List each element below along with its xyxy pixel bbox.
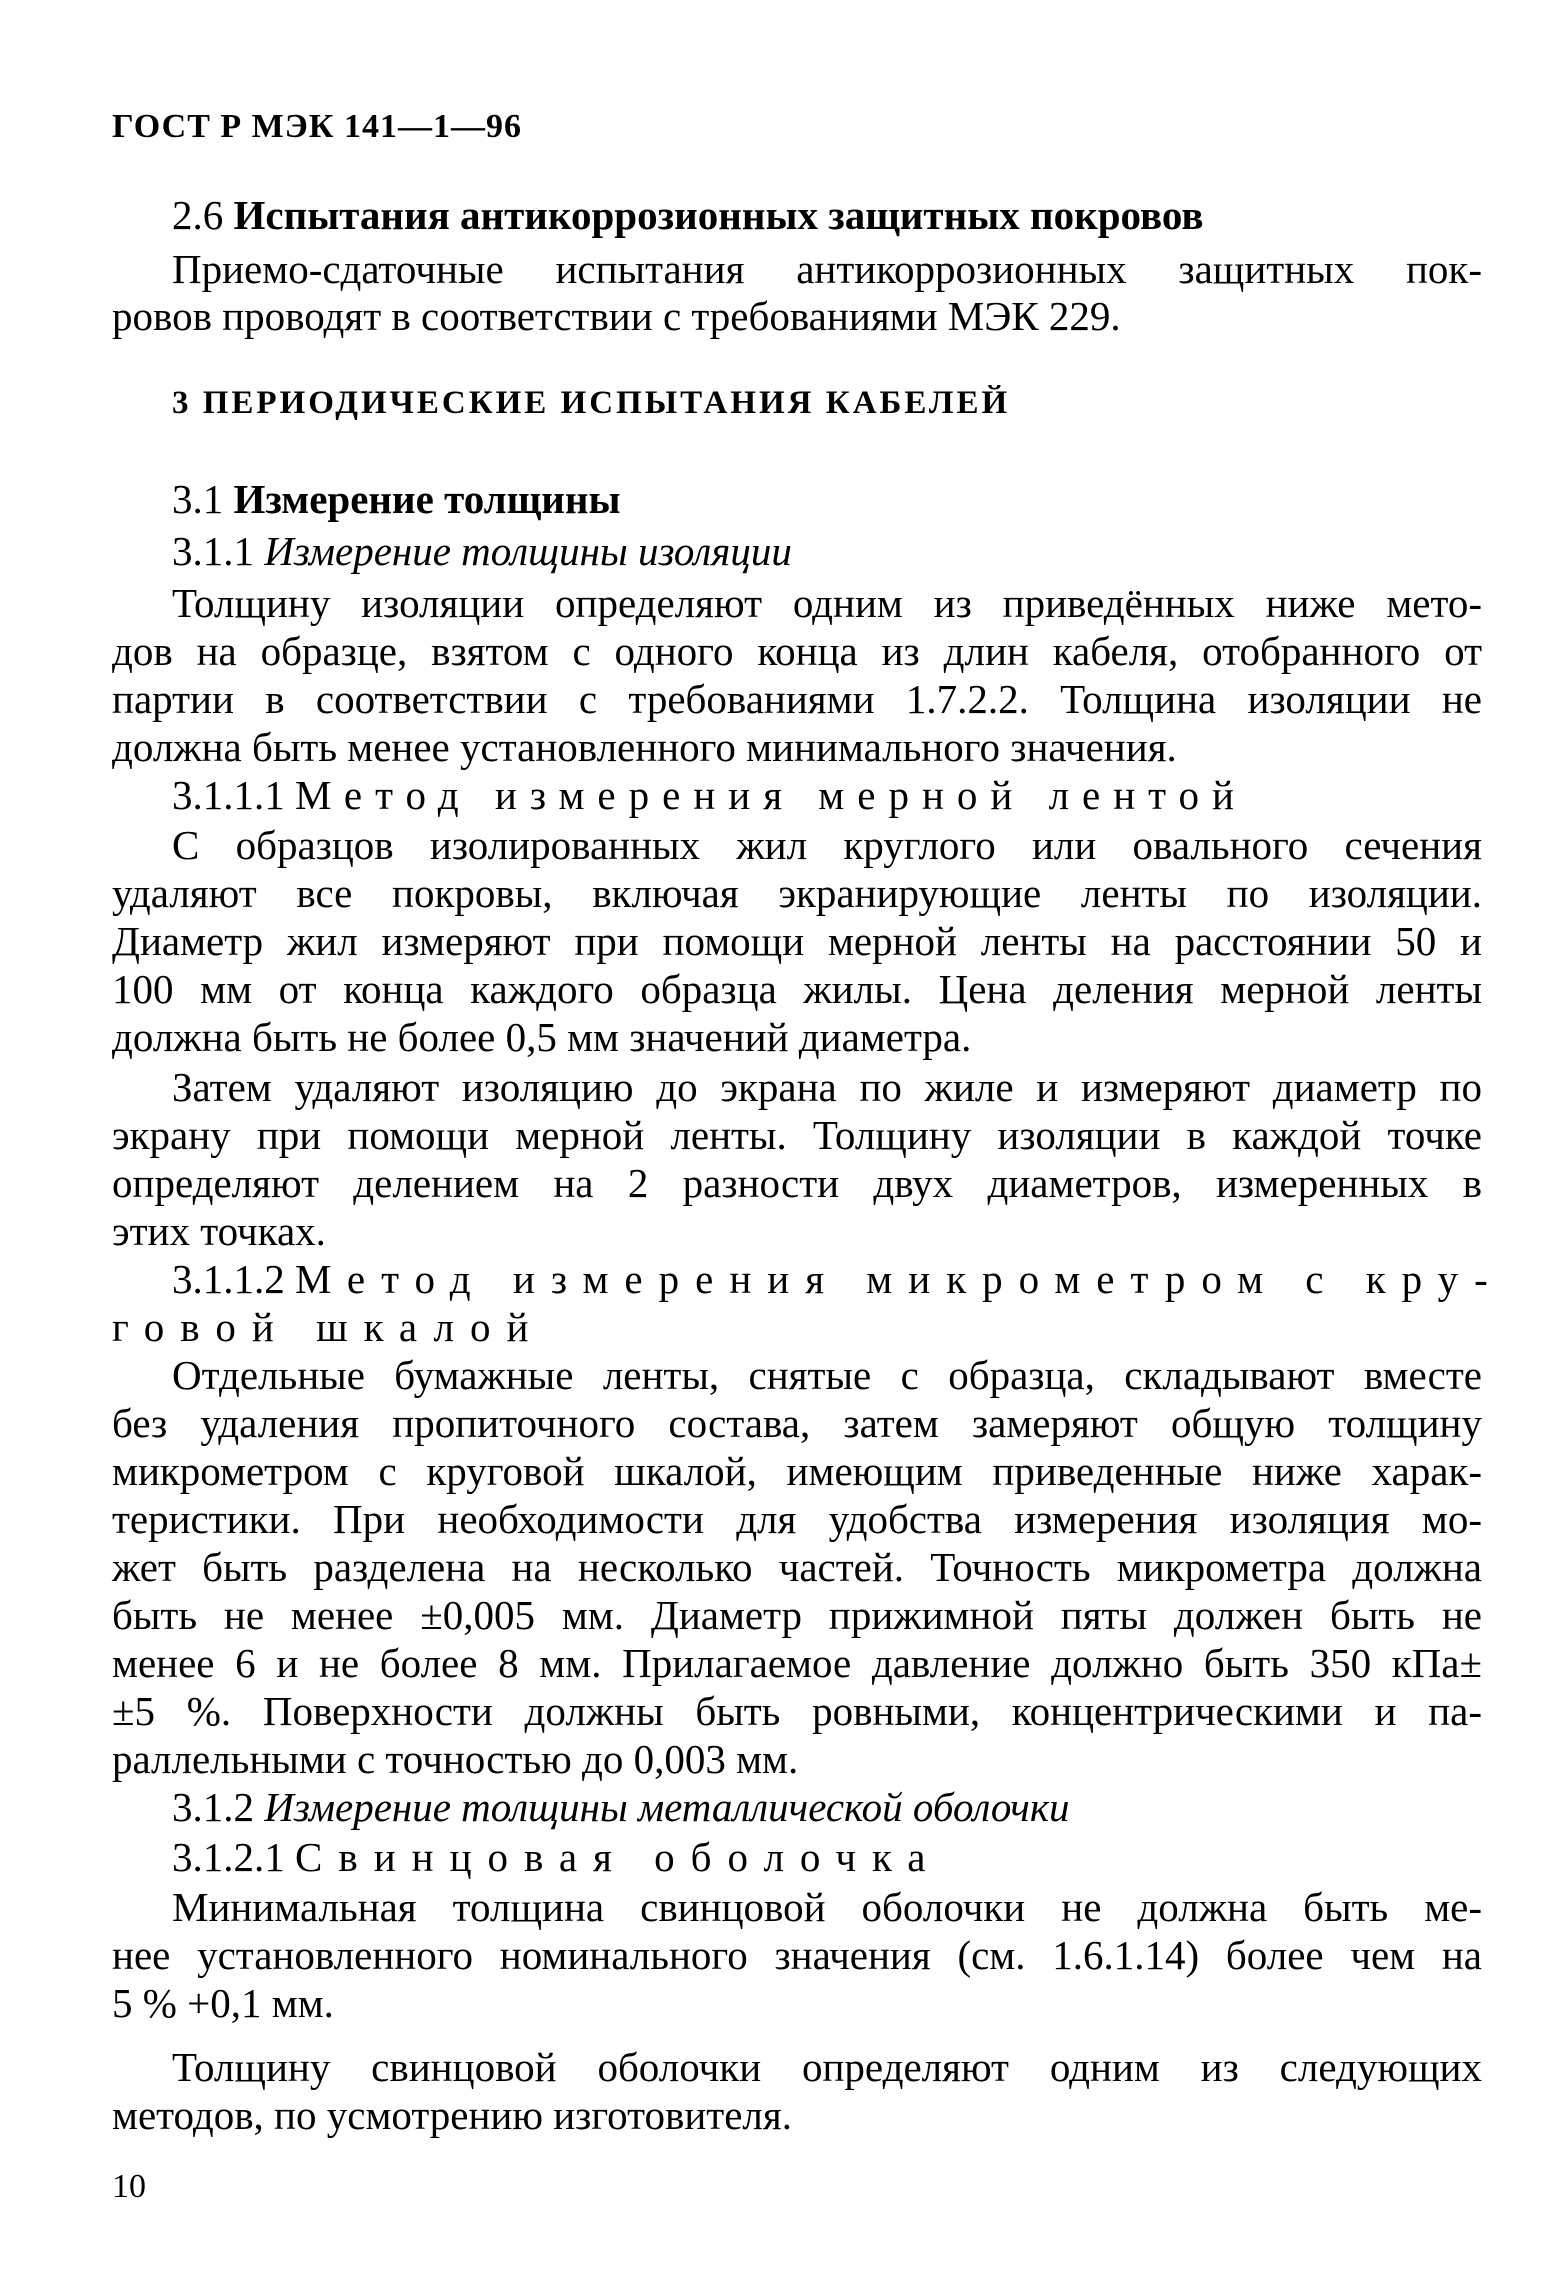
document-header: ГОСТ Р МЭК 141—1—96 [112,108,522,145]
paragraph-line: Отдельные бумажные ленты, снятые с образца, складывают вместе [172,1352,1482,1398]
paragraph-line: Диаметр жил измеряют при помощи мерной ленты на расстоянии 50 и [112,918,1482,964]
section-title: Метод измерения микрометром с кру- [295,1256,1504,1302]
section-3-1-2-heading [172,1783,1482,1831]
paragraph-line: раллельными с точностью до 0,003 мм. [112,1736,799,1782]
section-number: 3.1.1.1 [172,772,285,818]
section-number: 3.1.1 [172,528,254,574]
chapter-heading: 3 ПЕРИОДИЧЕСКИЕ ИСПЫТАНИЯ КАБЕЛЕЙ [172,385,1011,421]
paragraph-line: дов на образце, взятом с одного конца из длин кабеля, отобранного от [112,628,1482,674]
paragraph-line: Приемо-сдаточные испытания антикоррозионных защитных пок- [172,246,1482,292]
paragraph-line: определяют делением на 2 разности двух диаметров, измеренных в [112,1160,1482,1206]
paragraph-line: должна быть менее установленного минимального значения. [112,724,1177,770]
section-2-6-heading [172,191,1482,239]
section-3-1-2-1-heading [172,1833,1482,1881]
paragraph-line: без удаления пропиточного состава, затем замеряют общую толщину [112,1400,1482,1446]
section-title: Измерение толщины металлической оболочки [264,1784,1070,1830]
section-title-continued [112,1303,1482,1351]
paragraph-line: партии в соответствии с требованиями 1.7.2.2. Толщина изоляции не [112,676,1482,722]
paragraph-line: ровов проводят в соответствии с требованиями МЭК 229. [112,293,1121,339]
paragraph-line: 5 % +0,1 мм. [112,1980,334,2026]
paragraph-line: экрану при помощи мерной ленты. Толщину изоляции в каждой точке [112,1112,1482,1158]
section-3-1-1-2-heading [172,1255,1504,1303]
paragraph-line: Толщину изоляции определяют одним из приведённых ниже мето- [172,580,1482,626]
paragraph-line: этих точках. [112,1208,326,1254]
section-number: 3.1.2.1 [172,1834,285,1880]
paragraph-line: менее 6 и не более 8 мм. Прилагаемое давление должно быть 350 кПа± [112,1640,1482,1686]
paragraph-line: Минимальная толщина свинцовой оболочки не должна быть ме- [172,1884,1482,1930]
page-number: 10 [112,2168,146,2205]
paragraph-line: методов, по усмотрению изготовителя. [112,2092,792,2138]
section-number: 3.1.1.2 [172,1256,285,1302]
paragraph-line: нее установленного номинального значения (см. 1.6.1.14) более чем на [112,1932,1482,1978]
section-title: Измерение толщины изоляции [264,528,792,574]
paragraph-line: ±5 %. Поверхности должны быть ровными, концентрическими и па- [112,1688,1482,1734]
section-title: Испытания антикоррозионных защитных покровов [233,192,1204,238]
paragraph-line: Толщину свинцовой оболочки определяют одним из следующих [172,2044,1482,2090]
section-title: Измерение толщины [233,476,621,522]
paragraph-line: удаляют все покровы, включая экранирующие ленты по изоляции. [112,870,1482,916]
section-title-part: говой шкалой [112,1304,545,1350]
section-number: 2.6 [172,192,224,238]
section-title: Метод измерения мерной лентой [295,772,1248,818]
paragraph-line: жет быть разделена на несколько частей. Точность микрометра должна [112,1544,1482,1590]
section-3-1-heading [172,475,1482,523]
section-3-1-1-1-heading [172,771,1482,819]
paragraph-line: 100 мм от конца каждого образца жилы. Цена деления мерной ленты [112,966,1482,1012]
paragraph-line: теристики. При необходимости для удобства измерения изоляция мо- [112,1496,1482,1542]
paragraph-line: Затем удаляют изоляцию до экрана по жиле и измеряют диаметр по [172,1064,1482,1110]
paragraph-line: должна быть не более 0,5 мм значений диаметра. [112,1014,972,1060]
paragraph-line: микрометром с круговой шкалой, имеющим приведенные ниже харак- [112,1448,1482,1494]
section-title: Свинцовая оболочка [295,1834,942,1880]
paragraph-line: С образцов изолированных жил круглого или овального сечения [172,822,1482,868]
section-3-1-1-heading [172,527,1482,575]
section-number: 3.1.2 [172,1784,254,1830]
paragraph-line: быть не менее ±0,005 мм. Диаметр прижимной пяты должен быть не [112,1592,1482,1638]
section-number: 3.1 [172,476,224,522]
